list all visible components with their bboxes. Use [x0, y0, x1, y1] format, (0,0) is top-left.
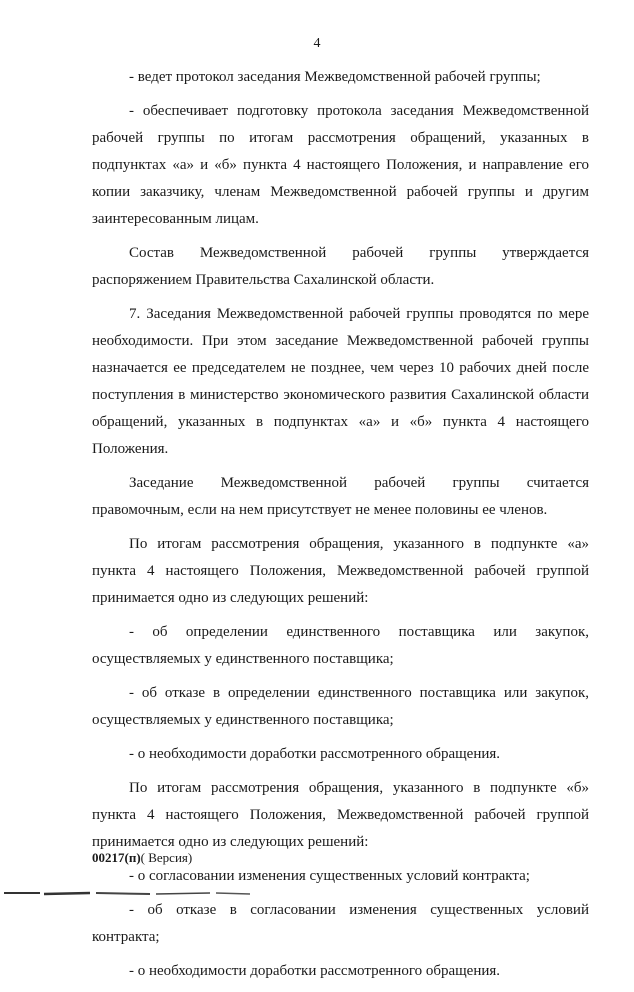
document-code [92, 850, 192, 866]
paragraph: Заседание Межведомственной рабочей группы считается правомочным, если на нем присутствует не менее половины ее членов. [92, 475, 589, 518]
list-item: - об определении единственного поставщика или закупок, осуществляемых у единственного поставщика; [92, 624, 589, 667]
document-version: ( Версия) [140, 850, 193, 865]
list-item: - о согласовании изменения существенных условий контракта; [129, 868, 530, 884]
list-item: - об отказе в согласовании изменения существенных условий контракта; [92, 902, 589, 945]
document-code-number: 00217(п) [92, 850, 141, 865]
paragraph: - ведет протокол заседания Межведомственной рабочей группы; [129, 69, 541, 85]
paragraph: Состав Межведомственной рабочей группы утверждается распоряжением Правительства Сахалинской области. [92, 245, 589, 288]
paragraph: По итогам рассмотрения обращения, указанного в подпункте «б» пункта 4 настоящего Положения, Межведомственной рабочей группой принимается одно из следующих решений: [92, 780, 589, 850]
paragraph: - обеспечивает подготовку протокола заседания Межведомственной рабочей группы по итогам рассмотрения обращений, указанных в подпунктах «а» и «б» пункта 4 настоящего Положения, и направление его копии заказчику, членам Межведомственной рабочей группы и другим заинтересованным лицам. [92, 103, 589, 227]
list-item: - об отказе в определении единственного поставщика или закупок, осуществляемых у единственного поставщика; [92, 685, 589, 728]
list-item: - о необходимости доработки рассмотренного обращения. [129, 963, 501, 979]
page-number: 4 [313, 36, 321, 51]
paragraph: 7. Заседания Межведомственной рабочей группы проводятся по мере необходимости. При этом заседание Межведомственной рабочей группы назначается ее председателем не позднее, чем через 10 рабочих дней после поступления в министерство экономического развития Сахалинской области обращений, указанных в подпунктах «а» и «б» пункта 4 настоящего Положения. [92, 306, 589, 457]
scan-artifact [0, 888, 260, 898]
list-item: - о необходимости доработки рассмотренного обращения. [129, 746, 501, 762]
paragraph: По итогам рассмотрения обращения, указанного в подпункте «а» пункта 4 настоящего Положения, Межведомственной рабочей группой принимается одно из следующих решений: [92, 536, 589, 606]
